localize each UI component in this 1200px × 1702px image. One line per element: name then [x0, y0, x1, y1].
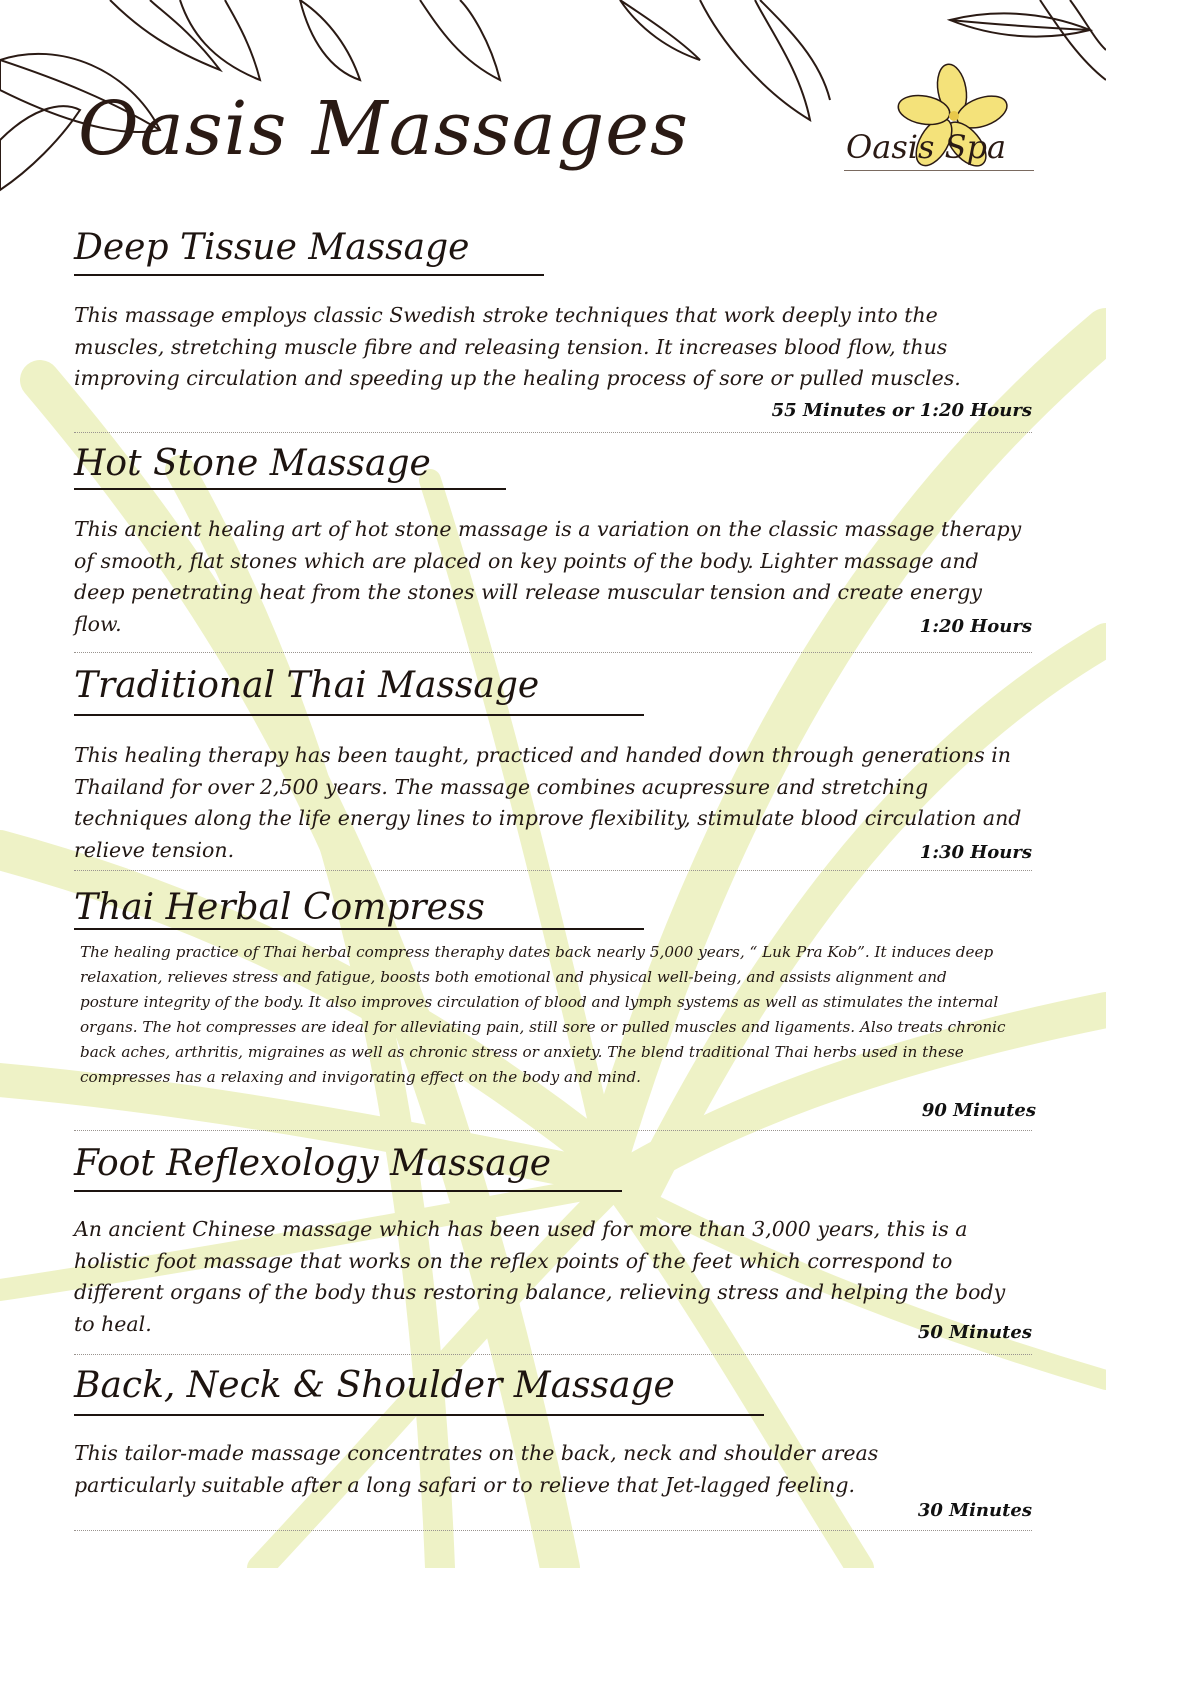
dotted-divider [74, 1354, 1032, 1355]
section-heading: Back, Neck & Shoulder Massage [74, 1365, 675, 1406]
massage-section-thai-herbal-compress [74, 886, 1036, 1134]
heading-underline [74, 1190, 622, 1192]
section-heading: Traditional Thai Massage [74, 665, 540, 706]
logo-text: Oasis Spa [846, 128, 1007, 166]
oasis-spa-logo [840, 50, 1040, 190]
heading-underline [74, 1414, 764, 1416]
section-heading: Foot Reflexology Massage [74, 1143, 552, 1184]
massage-section-back-neck-shoulder [74, 1364, 1032, 1536]
dotted-divider [74, 1530, 1032, 1531]
duration-label: 90 Minutes [921, 1100, 1036, 1121]
dotted-divider [74, 652, 1032, 653]
plumeria-flower-icon [840, 50, 1040, 190]
heading-underline [74, 928, 644, 930]
page-title: Oasis Massages [78, 86, 690, 172]
heading-underline [74, 488, 506, 490]
section-description: An ancient Chinese massage which has been used for more than 3,000 years, this is a holistic foot massage that works on the reflex points of the feet which correspond to different organs of the body thus restoring balance, relieving stress and helping the body to heal. [74, 1217, 1006, 1336]
massage-section-foot-reflexology [74, 1142, 1032, 1358]
massage-section-traditional-thai [74, 664, 1032, 876]
dotted-divider [74, 432, 1032, 433]
logo-underline [844, 170, 1034, 171]
heading-underline [74, 714, 644, 716]
duration-label: 1:20 Hours [919, 616, 1032, 637]
duration-label: 50 Minutes [917, 1322, 1032, 1343]
massage-section-hot-stone [74, 442, 1032, 656]
dotted-divider [74, 870, 1032, 871]
section-description: This tailor-made massage concentrates on the back, neck and shoulder areas particularly suitable after a long safari or to relieve that Jet-lagged feeling. [74, 1441, 879, 1497]
section-description: This healing therapy has been taught, practiced and handed down through generations in Thailand for over 2,500 years. The massage combines acupressure and stretching techniques along the life energy lines to improve flexibility, stimulate blood circulation and relieve tension. [74, 743, 1022, 862]
duration-label: 1:30 Hours [919, 842, 1032, 863]
section-description: The healing practice of Thai herbal compress theraphy dates back nearly 5,000 years, “ Luk Pra Kob”. It induces deep relaxation, relieves stress and fatigue, boosts both emotional and physical well-being, and assists alignment and posture integrity of the body. It also improves circulation of blood and lymph systems as well as stimulates the internal organs. The hot compresses are ideal for alleviating pain, still sore or pulled muscles and ligaments. Also treats chronic back aches, arthritis, migraines as well as chronic stress or anxiety. The blend traditional Thai herbs used in these compresses has a relaxing and invigorating effect on the body and mind. [80, 943, 1006, 1086]
section-description: This massage employs classic Swedish stroke techniques that work deeply into the muscles, stretching muscle fibre and releasing tension. It increases blood flow, thus improving circulation and speeding up the healing process of sore or pulled muscles. [74, 303, 961, 390]
duration-label: 30 Minutes [917, 1500, 1032, 1521]
duration-label: 55 Minutes or 1:20 Hours [771, 400, 1032, 421]
dotted-divider [74, 1130, 1032, 1131]
section-heading: Thai Herbal Compress [74, 887, 485, 928]
massage-section-deep-tissue [74, 226, 1032, 436]
section-heading: Deep Tissue Massage [74, 227, 470, 268]
heading-underline [74, 274, 544, 276]
section-heading: Hot Stone Massage [74, 443, 431, 484]
section-description: This ancient healing art of hot stone massage is a variation on the classic massage therapy of smooth, flat stones which are placed on key points of the body. Lighter massage and deep penetrating heat from the stones will release muscular tension and create energy flow. [74, 517, 1022, 636]
